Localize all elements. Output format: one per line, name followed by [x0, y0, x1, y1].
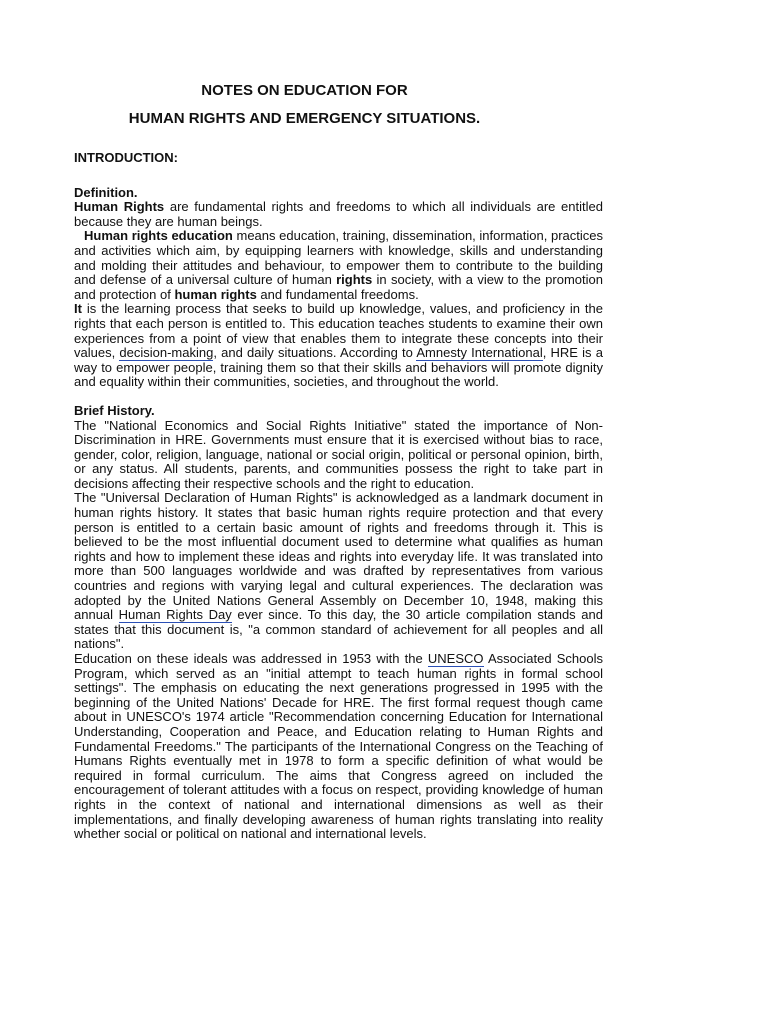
- paragraph-hre-definition: [74, 229, 603, 302]
- paragraph-human-rights-definition: [74, 200, 603, 229]
- paragraph-text: is the learning process that seeks to build up knowledge, values, and proficiency in the rights that each person is entitled to. This education teaches students to examine their own experiences from a point of view that enables them to integrate these concepts into their values,: [74, 301, 603, 361]
- heading-brief-history: Brief History.: [74, 402, 155, 418]
- unesco-link[interactable]: UNESCO: [427, 651, 484, 666]
- term-human-rights: human rights: [174, 286, 257, 302]
- document-page: [74, 82, 603, 842]
- document-title-line-1: NOTES ON EDUCATION FOR: [201, 82, 408, 99]
- paragraph-text: The "Universal Declaration of Human Rights" is acknowledged as a landmark document in human rights history. It states that basic human rights require protection and that every person is entitled to a certain basic amount of rights and freedoms through it. This is believed to be the most influential document used to determine what qualifies as human rights and how to implement these ideas and rights into everyday life. It was translated into more than 500 languages worldwide and was drafted by representatives from various countries and regions with varying legal and cultural experiences. The declaration was adopted by the United Nations General Assembly on December 10, 1948, making this annual: [74, 490, 603, 623]
- document-title-line-2: HUMAN RIGHTS AND EMERGENCY SITUATIONS.: [128, 110, 481, 127]
- paragraph-text: Education on these ideals was addressed in 1953 with the: [74, 651, 428, 666]
- paragraph-learning-process: [74, 302, 603, 390]
- paragraph-text: Associated Schools Program, which served as an "initial attempt to teach human rights in formal school settings". The emphasis on educating the next generations progressed in 1995 with the beginning of the United Nations' Decade for HRE. The first formal request though came about in UNESCO's 1974 article "Recommendation concerning Education for International Understanding, Cooperation and Peace, and Education relating to Human Rights and Fundamental Freedoms." The participants of the International Congress on the Teaching of Humans Rights eventually met in 1978 to form a specific definition of what would be required in formal curriculum. The aims that Congress agreed on included the encouragement of tolerant attitudes with a focus on respect, providing knowledge of human rights in the context of national and international dimensions as well as their implementations, and finally developing awareness of human rights translating into reality whether social or political on national and international levels.: [74, 651, 603, 842]
- paragraph-text: and fundamental freedoms.: [256, 286, 419, 302]
- paragraph-text: means education, training, dissemination, information, practices and activities which aim, by equipping learners with knowledge, skills and understanding and molding their attitudes and behaviour, to empower them to contribute to the building and defense of a universal culture of human: [74, 228, 604, 288]
- paragraph-non-discrimination: [74, 419, 603, 492]
- paragraph-text: are fundamental rights and freedoms to which all individuals are entitled because they are human beings.: [74, 199, 603, 229]
- term-rights: rights: [336, 272, 373, 288]
- paragraph-text: ever since. To this day, the 30 article compilation stands and states that this document is, "a common standard of achievement for all peoples and all nations".: [74, 607, 603, 652]
- amnesty-international-link[interactable]: Amnesty International: [416, 345, 543, 361]
- term-human-rights: Human Rights: [74, 199, 165, 215]
- paragraph-text: The "National Economics and Social Rights Initiative" stated the importance of Non-Discrimination in HRE. Governments must ensure that it is exercised without bias to race, gender, color, religion, language, national or social origin, political or personal opinion, birth, or any status. All students, parents, and communities possess the right to take part in decisions affecting their respective schools and the right to education.: [74, 417, 603, 491]
- paragraph-text: in society, with a view to the promotion and protection of: [74, 272, 603, 302]
- paragraph-universal-declaration: [74, 491, 603, 652]
- decision-making-link[interactable]: decision-making: [119, 345, 214, 361]
- term-human-rights-education: Human rights education: [84, 228, 233, 244]
- human-rights-day-link[interactable]: Human Rights Day: [118, 607, 232, 623]
- heading-introduction: INTRODUCTION:: [74, 150, 178, 165]
- paragraph-text: , and daily situations. According to: [213, 345, 417, 361]
- paragraph-unesco-history: [74, 652, 603, 842]
- heading-definition: Definition.: [74, 184, 138, 200]
- paragraph-text: , HRE is a way to empower people, training them so that their skills and behaviors will promote dignity and equality within their communities, societies, and throughout the world.: [74, 345, 603, 390]
- term-it: It: [74, 301, 82, 317]
